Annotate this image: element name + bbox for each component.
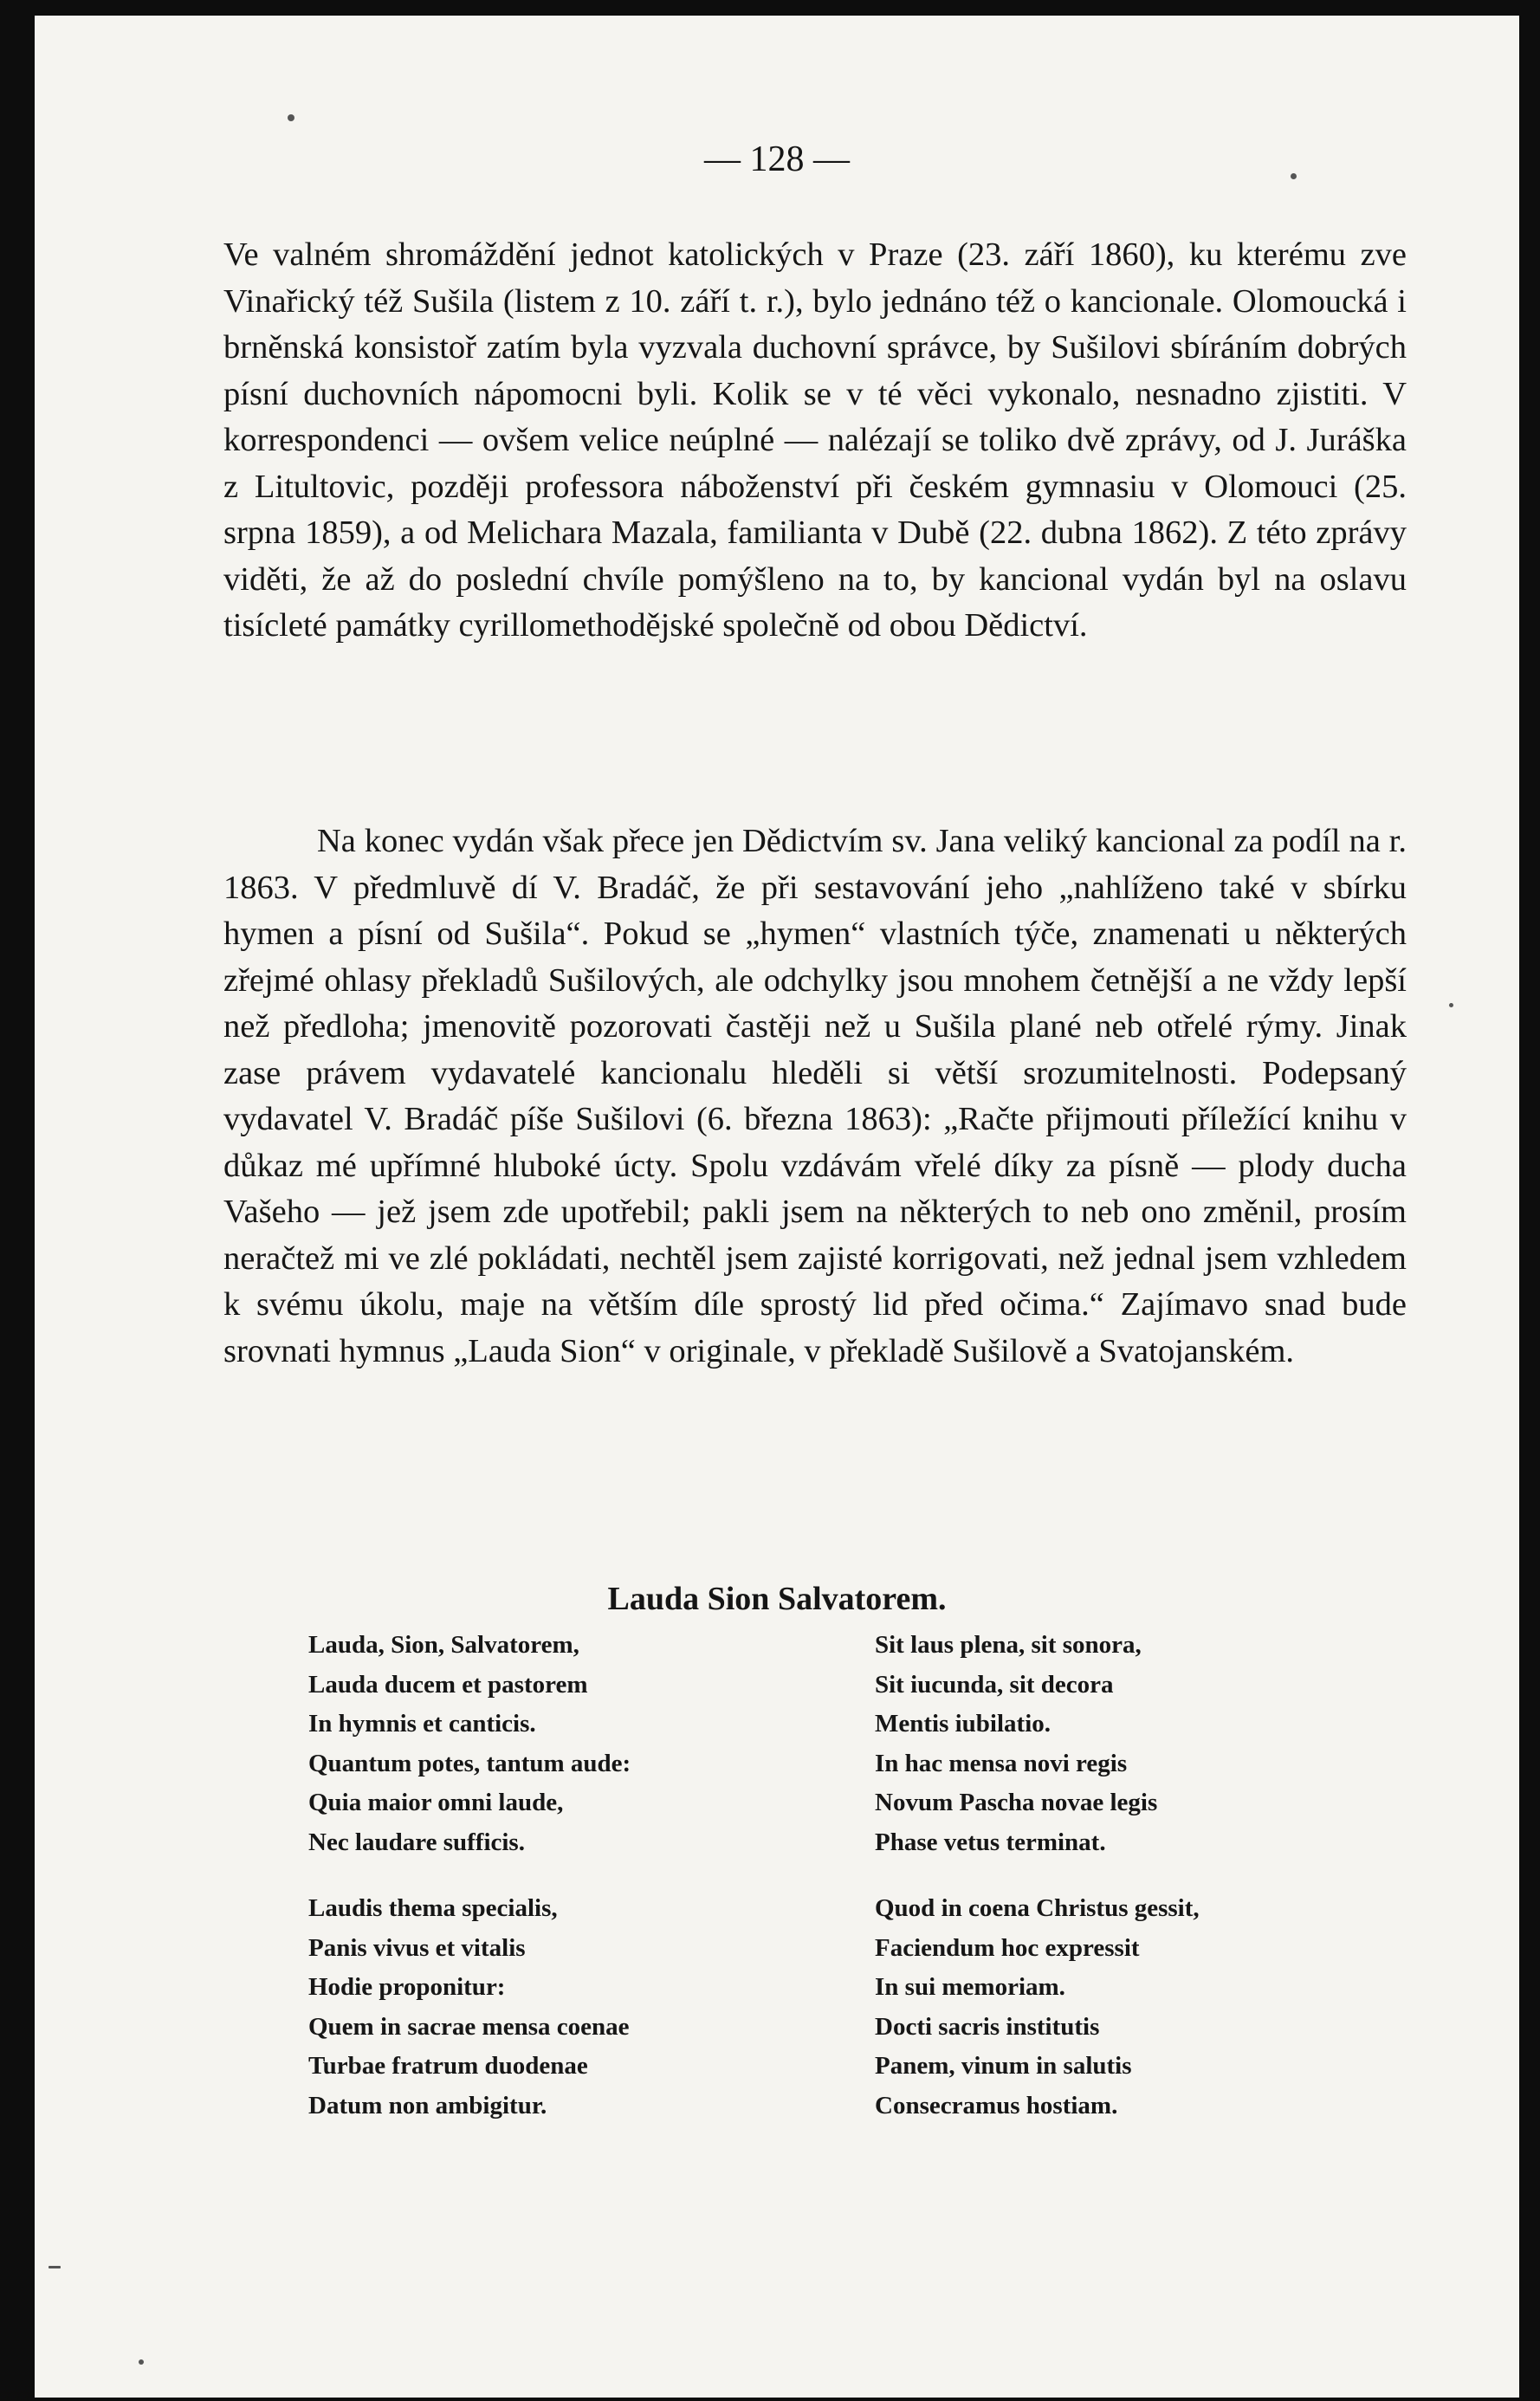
verse-line: Quod in coena Christus gessit,	[875, 1894, 1200, 1922]
verse-line: Sit iucunda, sit decora	[875, 1670, 1114, 1699]
verse-line: Lauda, Sion, Salvatorem,	[308, 1631, 579, 1659]
verse-line: Turbae fratrum duodenae	[308, 2052, 588, 2080]
verse-line: Laudis thema specialis,	[308, 1894, 558, 1922]
stanza-2-left	[308, 1889, 630, 2126]
verse-line: Docti sacris institutis	[875, 2012, 1100, 2041]
book-page	[35, 16, 1519, 2398]
paragraph-1: Ve valném shromáždění jednot katolických v Praze (23. září 1860), ku kterému zve Vinařický též Sušila (listem z 10. září t. r.), bylo jednáno též o kancionale. Olomoucká i brněnská konsistoř zatím byla vyzvala duchovní správce, by Sušilovi sbíráním dobrých písní duchovních nápomocni byli. Kolik se v té věci vykonalo, nesnadno zjistiti. V korrespondenci — ovšem velice neúplné — nalézají se toliko dvě zprávy, od J. Juráška z Litultovic, později professora náboženství při českém gymnasiu v Olomouci (25. srpna 1859), a od Melichara Mazala, familianta v Dubě (22. dubna 1862). Z této zprávy viděti, že až do poslední chvíle pomýšleno na to, by kancional vydán byl na oslavu tisícleté památky cyrillomethodějské společně od obou Dědictví.	[223, 236, 1407, 644]
verse-line: Lauda ducem et pastorem	[308, 1670, 588, 1699]
verse-line: Hodie proponitur:	[308, 1973, 506, 2001]
verse-line: Quantum potes, tantum aude:	[308, 1749, 631, 1777]
verse-line: Mentis iubilatio.	[875, 1710, 1051, 1738]
scan-speck	[49, 2266, 61, 2268]
scan-speck	[288, 114, 294, 121]
verse-line: Nec laudare sufficis.	[308, 1828, 525, 1856]
scan-speck	[1291, 173, 1297, 179]
stanza-1-right	[875, 1626, 1157, 1862]
verse-line: Panem, vinum in salutis	[875, 2052, 1132, 2080]
scan-speck	[139, 2359, 144, 2365]
verse-line: Phase vetus terminat.	[875, 1828, 1106, 1856]
verse-line: Sit laus plena, sit sonora,	[875, 1631, 1142, 1659]
hymn-title: Lauda Sion Salvatorem.	[607, 1581, 947, 1617]
verse-line: Quia maior omni laude,	[308, 1789, 564, 1816]
verse-line: Quem in sacrae mensa coenae	[308, 2012, 630, 2041]
stanza-2-right	[875, 1889, 1200, 2126]
verse-line: In sui memoriam.	[875, 1973, 1065, 2001]
verse-line: Datum non ambigitur.	[308, 2091, 547, 2119]
verse-line: Panis vivus et vitalis	[308, 1933, 526, 1962]
verse-line: In hac mensa novi regis	[875, 1749, 1128, 1777]
scan-speck	[1449, 1003, 1453, 1007]
verse-line: In hymnis et canticis.	[308, 1710, 536, 1738]
verse-line: Novum Pascha novae legis	[875, 1789, 1158, 1816]
page-number: — 128 —	[704, 139, 850, 179]
verse-line: Consecramus hostiam.	[875, 2091, 1118, 2119]
paragraph-2: Na konec vydán však přece jen Dědictvím sv. Jana veliký kancional za podíl na r. 1863. V předmluvě dí V. Bradáč, že při sestavování jeho „nahlíženo také v sbírku hymen a písní od Sušila“. Pokud se „hymen“ vlastních týče, znamenati u některých zřejmé ohlasy překladů Sušilových, ale odchylky jsou mnohem četnější a ne vždy lepší než předloha; jmenovitě pozorovati častěji než u Sušila plané neb otřelé rýmy. Jinak zase právem vydavatelé kancionalu hleděli si větší srozumitelnosti. Podepsaný vydavatel V. Bradáč píše Sušilovi (6. března 1863): „Račte přijmouti příležící knihu v důkaz mé upřímné hluboké úcty. Spolu vzdávám vřelé díky za písně — plody ducha Vašeho — jež jsem zde upotřebil; pakli jsem na některých to neb ono změnil, prosím neračtež mi ve zlé pokládati, nechtěl jsem zajisté korrigovati, než jednal jsem vzhledem k svému úkolu, maje na větším díle sprostý lid před očima.“ Zajímavo snad bude srovnati hymnus „Lauda Sion“ v originale, v překladě Sušilově a Svatojanském.	[223, 823, 1407, 1369]
verse-line: Faciendum hoc expressit	[875, 1933, 1140, 1962]
stanza-1-left	[308, 1626, 631, 1862]
